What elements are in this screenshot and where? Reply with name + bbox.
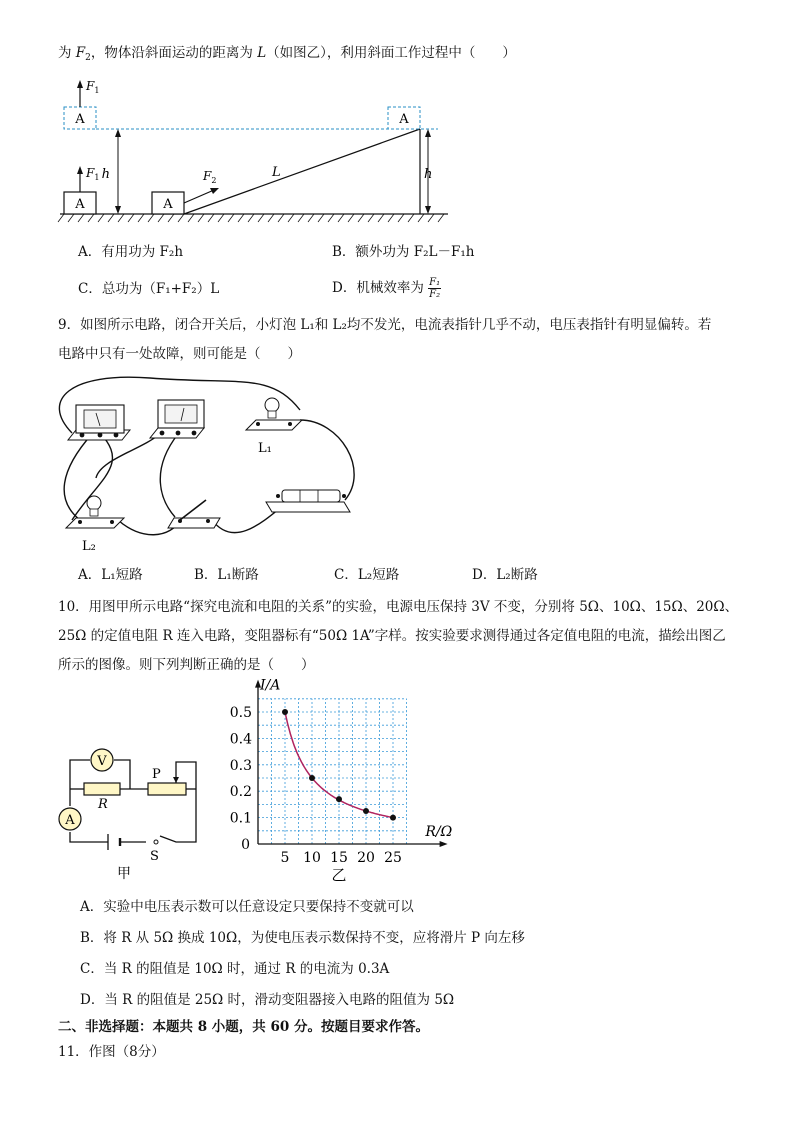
data-point xyxy=(363,808,369,814)
data-point xyxy=(282,709,288,715)
q10-stem-line2: 25Ω 的定值电阻 R 连入电路，变阻器标有“50Ω 1A”字样。按实验要求测得通过各定值电阻的电流，描绘出图乙 xyxy=(58,628,726,644)
data-point xyxy=(390,815,396,821)
q10-stem-line3: 所示的图像。则下列判断正确的是（ ） xyxy=(58,657,315,673)
svg-text:F1: $F_1$ xyxy=(86,166,100,182)
chart-caption: 乙 xyxy=(331,866,347,884)
y-tick-label: 0.2 xyxy=(229,784,252,801)
svg-text:L: L xyxy=(272,165,281,180)
y-tick-label: 0.3 xyxy=(229,757,252,774)
svg-text:A: A xyxy=(75,197,85,212)
origin-label: 0 xyxy=(241,837,250,853)
q9-option-c[interactable]: C．L₂短路 xyxy=(334,567,400,583)
data-point xyxy=(336,796,342,802)
y-tick-label: 0.4 xyxy=(229,731,252,748)
x-tick-label: 20 xyxy=(357,850,375,866)
y-tick-label: 0.5 xyxy=(229,705,252,721)
q11-title: 11．作图（8分） xyxy=(58,1044,165,1060)
q8-stem: 为 $F_2$，物体沿斜面运动的距离为 L（如图乙），利用斜面工作过程中（ ） xyxy=(58,45,516,63)
svg-text:S: S xyxy=(150,849,159,864)
q9-stem-line2: 电路中只有一处故障，则可能是（ ） xyxy=(58,346,301,362)
q8-option-c[interactable]: C．总功为（F₁+F₂）L xyxy=(78,281,220,297)
q8-option-a[interactable]: A．有用功为 F₂h xyxy=(78,244,184,260)
q10-option-d[interactable]: D．当 R 的阻值是 25Ω 时，滑动变阻器接入电路的阻值为 5Ω xyxy=(80,992,455,1008)
q9-stem-line1: 9．如图所示电路，闭合开关后，小灯泡 L₁和 L₂均不发光，电流表指针几乎不动，电压表指针有明显偏转。若 xyxy=(58,317,712,333)
svg-text:甲: 甲 xyxy=(117,866,131,882)
q8-option-d[interactable]: D．机械效率为 $\frac{\text{F₁}}{\text{F₂}}$ xyxy=(332,277,441,300)
efficiency-fraction: $\frac{\text{F₁}}{\text{F₂}}$ xyxy=(429,277,441,300)
svg-text:V: V xyxy=(97,754,107,769)
svg-text:h: h xyxy=(101,167,110,182)
y-axis-label: I/A xyxy=(260,677,281,694)
q8-option-b[interactable]: B．额外功为 F₂L－F₁h xyxy=(332,244,475,260)
svg-text:P: P xyxy=(152,767,161,782)
x-tick-label: 15 xyxy=(330,850,348,866)
q10-stem-line1: 10．用图甲所示电路“探究电流和电阻的关系”的实验，电源电压保持 3V 不变，分别将 5Ω、10Ω、15Ω、20Ω、 xyxy=(58,599,739,615)
svg-text:L₁: L₁ xyxy=(258,441,272,456)
y-tick-label: 0.1 xyxy=(229,810,252,827)
svg-text:A: A xyxy=(163,197,173,212)
x-axis-label: R/Ω xyxy=(425,824,453,840)
data-point xyxy=(309,775,315,781)
q9-option-d[interactable]: D．L₂断路 xyxy=(472,567,538,583)
x-tick-label: 5 xyxy=(280,850,290,866)
q9-option-b[interactable]: B．L₁断路 xyxy=(194,567,259,583)
x-tick-label: 10 xyxy=(303,850,321,866)
q9-option-a[interactable]: A．L₁短路 xyxy=(78,567,143,583)
svg-text:h: h xyxy=(424,167,433,182)
svg-text:F2: $F_2$ xyxy=(203,169,217,185)
x-tick-label: 25 xyxy=(384,850,402,866)
section-heading: 二、非选择题：本题共 8 小题，共 60 分。按题目要求作答。 xyxy=(58,1019,429,1035)
block-a-label: A xyxy=(75,112,85,127)
q10-option-b[interactable]: B．将 R 从 5Ω 换成 10Ω，为使电压表示数保持不变，应将滑片 P 向左移 xyxy=(80,930,525,946)
q10-option-c[interactable]: C．当 R 的阻值是 10Ω 时，通过 R 的电流为 0.3A xyxy=(80,961,390,977)
svg-text:R: R xyxy=(98,797,108,812)
svg-text:A: A xyxy=(399,112,409,127)
q10-option-a[interactable]: A．实验中电压表示数可以任意设定只要保持不变就可以 xyxy=(80,899,414,915)
svg-text:A: A xyxy=(65,813,75,828)
x-axis-arrow xyxy=(440,841,448,847)
svg-text:F1: $F_1$ xyxy=(86,79,100,95)
svg-text:L₂: L₂ xyxy=(82,539,96,554)
